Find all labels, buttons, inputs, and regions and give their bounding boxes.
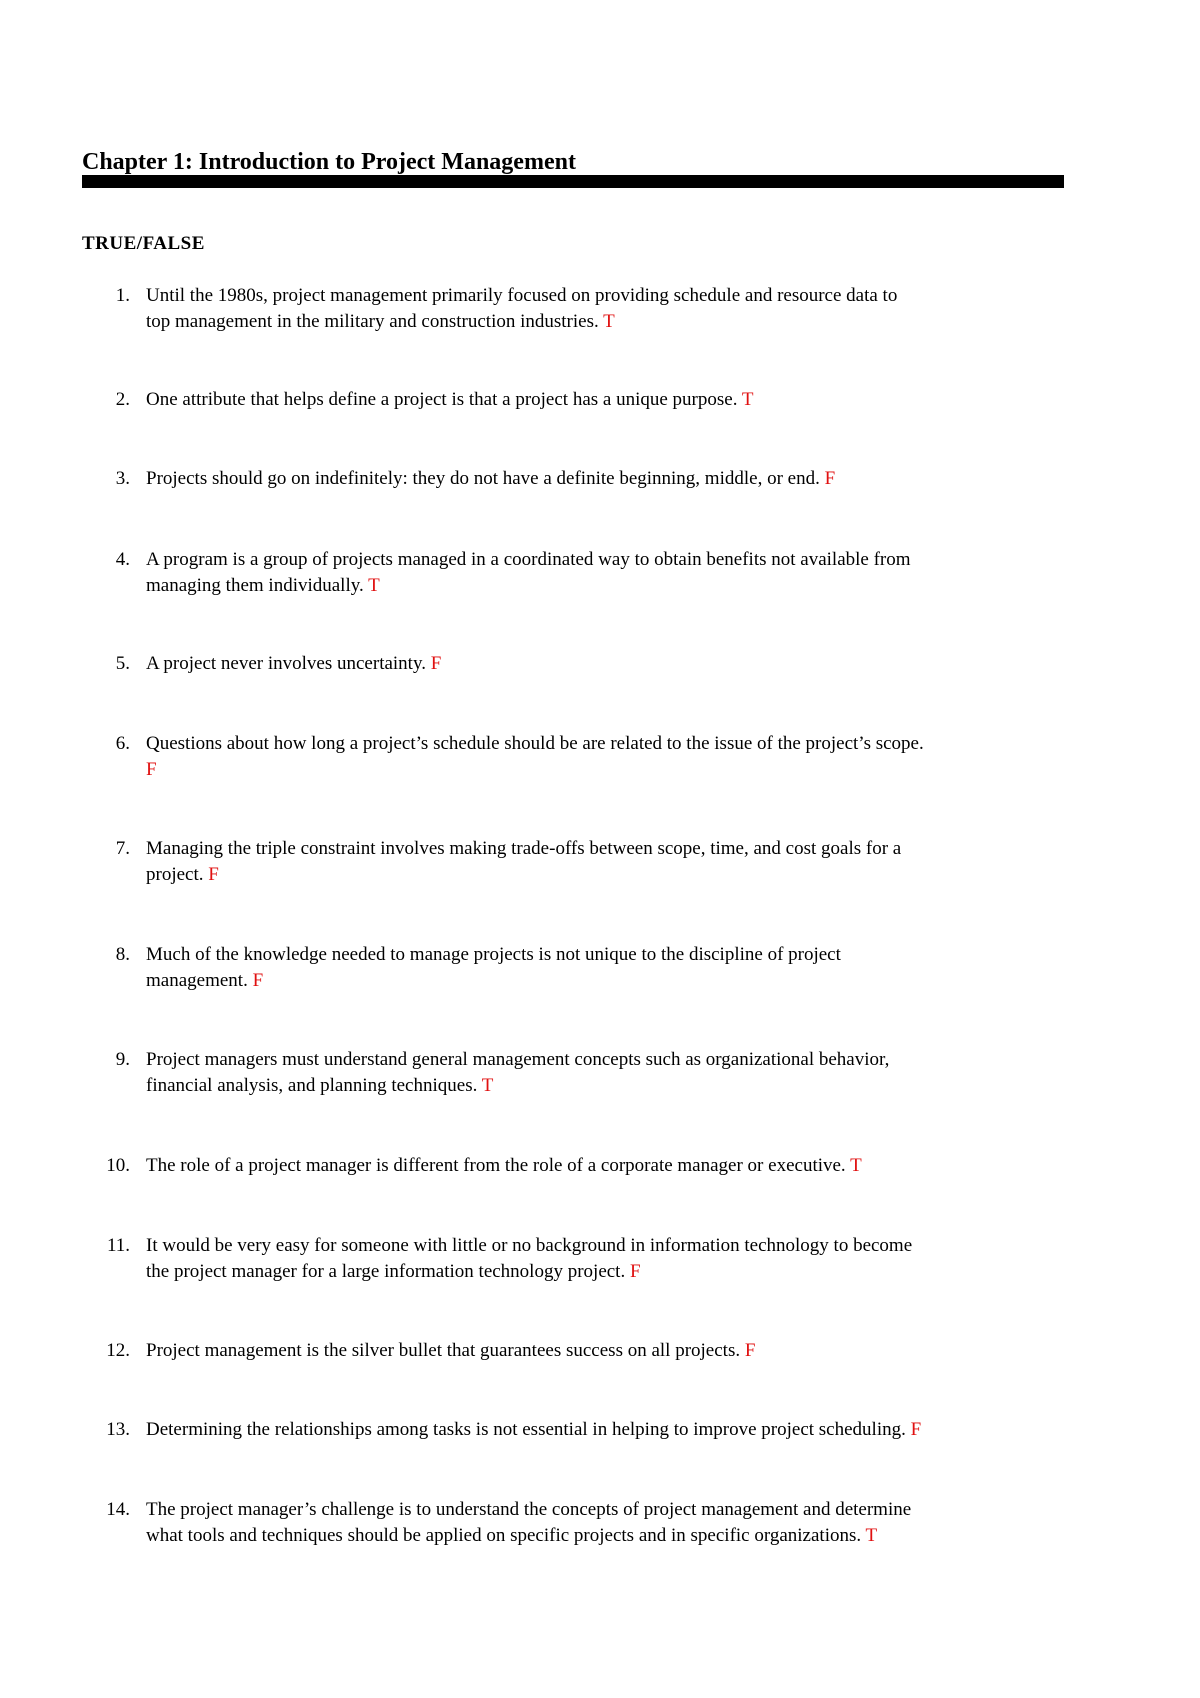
question-line: The project manager’s challenge is to understand the concepts of project management and determine [146,1499,912,1520]
answer-marker: F [824,468,836,489]
question-line: Until the 1980s, project management primarily focused on providing schedule and resource data to [146,285,898,306]
answer-marker: T [741,389,754,410]
answer-marker: F [252,970,264,991]
question-line: It would be very easy for someone with little or no background in information technology to become [146,1235,913,1256]
question-text [146,1417,1146,1443]
question-line: Project managers must understand general management concepts such as organizational behavior, [146,1049,890,1070]
question-line [146,651,1146,677]
question-line-2: project. [146,864,209,885]
question-line-1: A project never involves uncertainty. [146,653,431,674]
answer-marker: F [146,759,157,780]
question-text [146,1153,1146,1179]
question-line [146,1073,1146,1099]
question-line: A program is a group of projects managed in a coordinated way to obtain benefits not available from [146,549,911,570]
question-text [146,547,1146,599]
question-line-2: management. [146,970,253,991]
answer-marker: T [865,1525,878,1546]
question-line [146,466,1146,492]
answer-marker: T [850,1155,862,1176]
question-line-1: Projects should go on indefinitely: they do not have a definite beginning, middle, or end. [146,468,825,489]
question-text [146,466,1146,492]
answer-marker: T [481,1075,494,1096]
question-number: 12. [106,1340,130,1361]
question-text [146,1338,1146,1364]
answer-marker: F [208,864,219,885]
chapter-title: Chapter 1: Introduction to Project Management [82,149,576,175]
question-number: 4. [115,549,130,570]
question-line-1: The role of a project manager is different from the role of a corporate manager or executive. [146,1155,851,1176]
question-line [146,1338,1146,1364]
question-number: 1. [115,285,130,306]
question-line [146,968,1146,994]
question-line-2: top management in the military and construction industries. [146,311,604,332]
question-line-1: One attribute that helps define a project is that a project has a unique purpose. [146,389,742,410]
question-line [146,1153,1146,1179]
question-text [146,651,1146,677]
question-number: 11. [106,1235,130,1256]
question-line [146,862,1146,888]
question-line [146,573,1146,599]
question-line-2: the project manager for a large information technology project. [146,1261,630,1282]
question-number: 8. [115,944,130,965]
question-line-2: managing them individually. [146,575,369,596]
question-line-1: Determining the relationships among tasks is not essential in helping to improve project scheduling. [146,1419,911,1440]
question-line [146,1417,1146,1443]
question-text [146,387,1146,413]
section-heading: TRUE/FALSE [82,233,205,254]
question-number: 7. [115,838,130,859]
question-number: 14. [106,1499,130,1520]
question-line: Managing the triple constraint involves making trade-offs between scope, time, and cost goals for a [146,838,902,859]
question-line-2: what tools and techniques should be applied on specific projects and in specific organizations. [146,1525,866,1546]
question-number: 2. [115,389,130,410]
question-text [146,731,1146,783]
answer-marker: F [430,653,442,674]
question-line [146,1259,1146,1285]
question-text [146,283,1146,335]
question-line [146,1523,1146,1549]
question-number: 13. [106,1419,130,1440]
answer-marker: T [603,311,615,332]
question-line: Much of the knowledge needed to manage projects is not unique to the discipline of project [146,944,841,965]
question-text [146,836,1146,888]
question-text [146,942,1146,994]
question-line [146,757,1146,783]
answer-marker: F [910,1419,922,1440]
question-text [146,1497,1146,1549]
question-line-2: financial analysis, and planning techniques. [146,1075,482,1096]
question-line [146,387,1146,413]
question-number: 5. [115,653,130,674]
answer-marker: T [368,575,380,596]
question-line: Questions about how long a project’s schedule should be are related to the issue of the project’s scope. [146,733,924,754]
answer-marker: F [744,1340,756,1361]
question-number: 6. [115,733,130,754]
answer-marker: F [629,1261,641,1282]
question-number: 9. [115,1049,130,1070]
question-line [146,309,1146,335]
question-number: 3. [115,468,130,489]
question-text [146,1233,1146,1285]
title-rule [82,175,1064,188]
question-number: 10. [106,1155,130,1176]
question-text [146,1047,1146,1099]
question-line-1: Project management is the silver bullet that guarantees success on all projects. [146,1340,745,1361]
